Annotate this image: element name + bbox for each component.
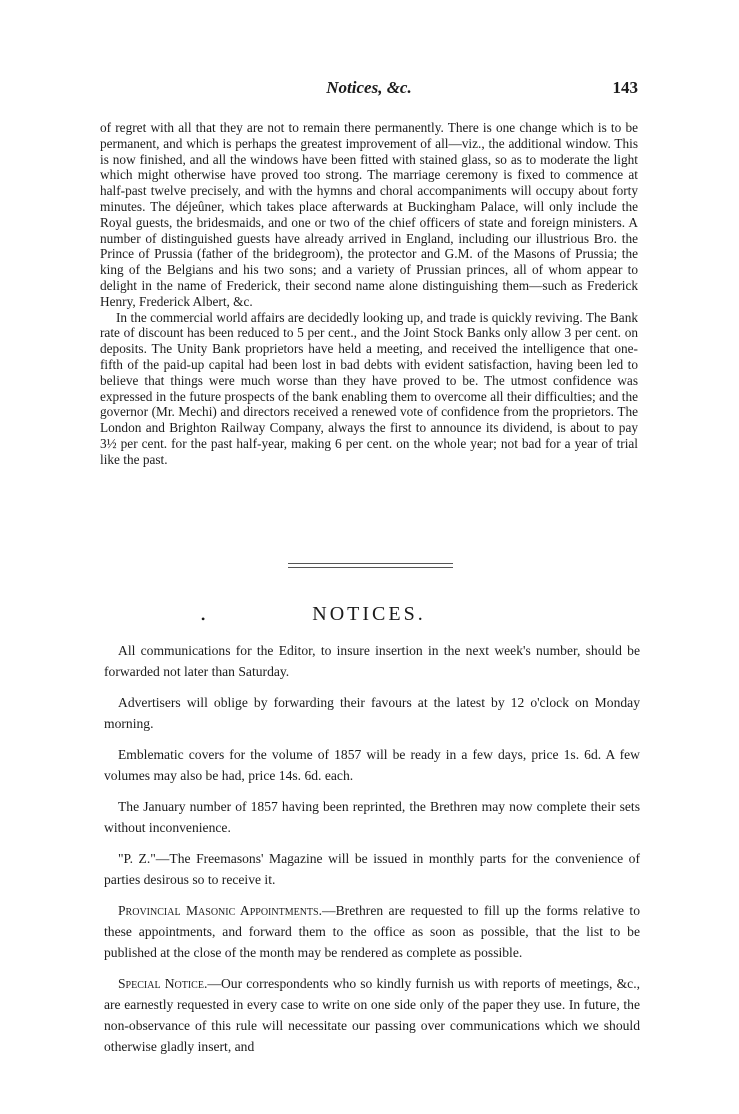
notice-item [104, 744, 640, 786]
notice-item [104, 692, 640, 734]
article-paragraph: of regret with all that they are not to remain there permanently. There is one change which is to be permanent, and which is perhaps the greatest improvement of all—viz., the additional window. This is now finished, and all the windows have been fitted with stained glass, so as to moderate the light which might otherwise have proved too strong. The marriage ceremony is fixed to commence at half-past twelve precisely, and with the hymns and choral accompaniments will occupy about forty minutes. The déjeûner, which takes place afterwards at Buckingham Palace, will only include the Royal guests, the bridesmaids, and one or two of the chief officers of state and foreign ministers. A number of distinguished guests have already arrived in England, including our illustrious Bro. the Prince of Prussia (father of the bridegroom), the protector and G.M. of the Masons of Prussia; the king of the Belgians and his two sons; and a variety of Prussian princes, all of whom appear to delight in the name of Frederick, their second name alone distinguishing them—such as Frederick Henry, Frederick Albert, &c. [100, 120, 638, 309]
notice-lead: Special Notice. [118, 976, 208, 991]
article-text [100, 120, 638, 468]
notice-text: Advertisers will oblige by forwarding their favours at the latest by 12 o'clock on Monday morning. [104, 695, 640, 731]
notice-lead: Provincial Masonic Appointments. [118, 903, 323, 918]
notice-item [104, 900, 640, 963]
notice-text: —Brethren are requested to fill up the forms relative to these appointments, and forward them to the office as soon as possible, that the list to be published at the close of the month may be rendered as complete as possible. [104, 903, 641, 960]
article-paragraph: In the commercial world affairs are decidedly looking up, and trade is quickly reviving. The Bank rate of discount has been reduced to 5 per cent., and the Joint Stock Banks only allow 3 per cent. on deposits. The Unity Bank proprietors have held a meeting, and received the intelligence that one-fifth of the paid-up capital had been lost in bad debts with evident satisfaction, having been led to believe that things were much worse than they have proved to be. The utmost confidence was expressed in the future prospects of the bank enabling them to overcome all their difficulties; and the governor (Mr. Mechi) and directors received a renewed vote of confidence from the proprietors. The London and Brighton Railway Company, always the first to announce its dividend, is about to pay 3½ per cent. for the past half-year, making 6 per cent. on the whole year; not bad for a year of trial like the past. [100, 309, 638, 467]
page-number: 143 [612, 78, 638, 97]
notices-heading: NOTICES. [312, 603, 426, 625]
stray-dot-mark: • [201, 612, 206, 626]
notice-item [104, 848, 640, 890]
notice-item [104, 973, 640, 1057]
running-head [100, 78, 638, 102]
divider-line [288, 567, 453, 568]
notice-item [104, 796, 640, 838]
notices-list [104, 640, 640, 1067]
notice-text: —Our correspondents who so kindly furnish us with reports of meetings, &c., are earnestly requested in every case to write on one side only of the paper they use. In future, the non-observance of this rule will necessitate our passing over communications which we should otherwise gladly insert, and [104, 976, 640, 1054]
divider-line [288, 563, 453, 564]
running-title: Notices, &c. [326, 78, 412, 97]
notice-text: "P. Z."—The Freemasons' Magazine will be issued in monthly parts for the convenience of parties desirous so to receive it. [104, 851, 640, 887]
section-divider [288, 563, 453, 568]
notice-text: The January number of 1857 having been reprinted, the Brethren may now complete their sets without inconvenience. [104, 799, 640, 835]
notice-item [104, 640, 640, 682]
notice-text: Emblematic covers for the volume of 1857 will be ready in a few days, price 1s. 6d. A few volumes may also be had, price 14s. 6d. each. [104, 747, 640, 783]
notice-text: All communications for the Editor, to insure insertion in the next week's number, should be forwarded not later than Saturday. [104, 643, 640, 679]
